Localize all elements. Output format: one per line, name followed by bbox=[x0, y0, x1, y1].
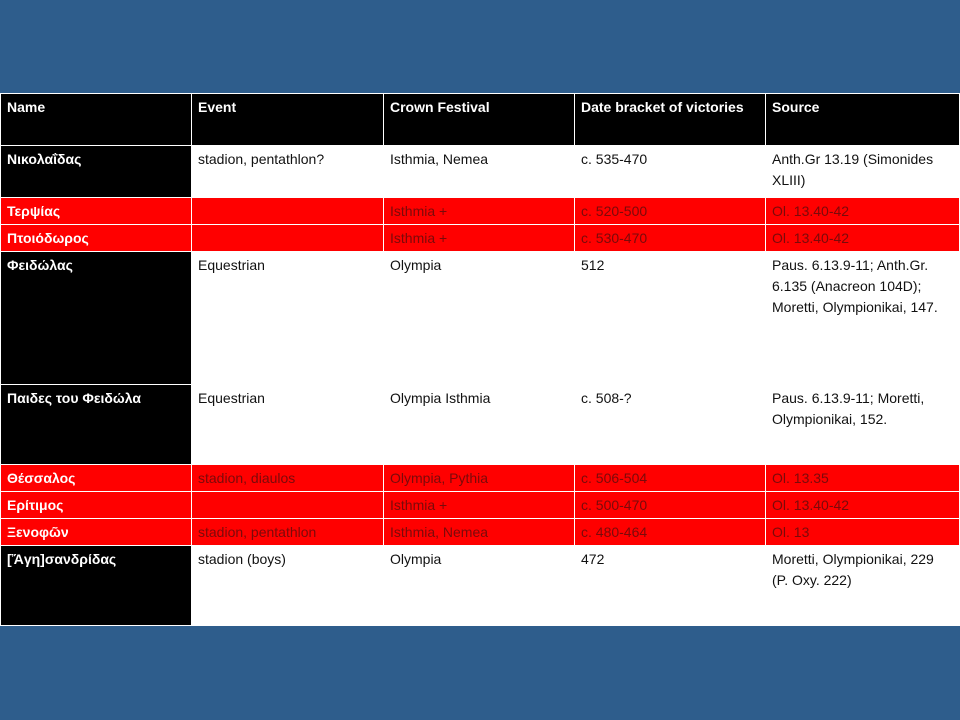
cell-date: c. 520-500 bbox=[575, 198, 766, 225]
cell-date: 472 bbox=[575, 546, 766, 626]
cell-date: c. 500-470 bbox=[575, 492, 766, 519]
cell-name: Ξενοφῶν bbox=[1, 519, 192, 546]
cell-festival: Isthmia + bbox=[384, 492, 575, 519]
cell-festival: Olympia bbox=[384, 546, 575, 626]
cell-event: stadion, pentathlon? bbox=[192, 146, 384, 198]
cell-source: Ol. 13.40-42 bbox=[766, 198, 960, 225]
cell-name: Παιδες του Φειδώλα bbox=[1, 385, 192, 465]
header-source: Source bbox=[766, 94, 960, 146]
cell-name: Ερίτιμος bbox=[1, 492, 192, 519]
header-name: Name bbox=[1, 94, 192, 146]
cell-source: Paus. 6.13.9-11; Moretti, Olympionikai, 152. bbox=[766, 385, 960, 465]
cell-festival: Olympia Isthmia bbox=[384, 385, 575, 465]
cell-source: Moretti, Olympionikai, 229 (P. Oxy. 222) bbox=[766, 546, 960, 626]
cell-name: Νικολαΐδας bbox=[1, 146, 192, 198]
cell-event: stadion, pentathlon bbox=[192, 519, 384, 546]
table-row bbox=[1, 465, 960, 492]
cell-date: c. 530-470 bbox=[575, 225, 766, 252]
cell-name: Πτοιόδωρος bbox=[1, 225, 192, 252]
cell-event bbox=[192, 492, 384, 519]
header-event: Event bbox=[192, 94, 384, 146]
cell-event: stadion (boys) bbox=[192, 546, 384, 626]
cell-event bbox=[192, 198, 384, 225]
cell-festival: Olympia bbox=[384, 252, 575, 385]
header-crown-festival: Crown Festival bbox=[384, 94, 575, 146]
cell-date: c. 480-464 bbox=[575, 519, 766, 546]
table-row bbox=[1, 492, 960, 519]
cell-event: Equestrian bbox=[192, 385, 384, 465]
cell-date: c. 508-? bbox=[575, 385, 766, 465]
cell-date: c. 506-504 bbox=[575, 465, 766, 492]
table-row bbox=[1, 385, 960, 465]
victors-table bbox=[0, 93, 960, 626]
cell-source: Anth.Gr 13.19 (Simonides XLIII) bbox=[766, 146, 960, 198]
header-date-bracket: Date bracket of victories bbox=[575, 94, 766, 146]
cell-source: Ol. 13.35 bbox=[766, 465, 960, 492]
cell-name: Φειδώλας bbox=[1, 252, 192, 385]
cell-source: Ol. 13.40-42 bbox=[766, 225, 960, 252]
table-row bbox=[1, 546, 960, 626]
cell-source: Ol. 13 bbox=[766, 519, 960, 546]
cell-event: stadion, diaulos bbox=[192, 465, 384, 492]
cell-source: Paus. 6.13.9-11; Anth.Gr. 6.135 (Anacreon 104D); Moretti, Olympionikai, 147. bbox=[766, 252, 960, 385]
cell-festival: Isthmia, Nemea bbox=[384, 519, 575, 546]
cell-date: c. 535-470 bbox=[575, 146, 766, 198]
table-row bbox=[1, 146, 960, 198]
cell-event bbox=[192, 225, 384, 252]
cell-festival: Isthmia + bbox=[384, 198, 575, 225]
table-row bbox=[1, 225, 960, 252]
table-header-row bbox=[1, 94, 960, 146]
cell-festival: Isthmia, Nemea bbox=[384, 146, 575, 198]
table-row bbox=[1, 519, 960, 546]
cell-festival: Isthmia + bbox=[384, 225, 575, 252]
cell-event: Equestrian bbox=[192, 252, 384, 385]
cell-source: Ol. 13.40-42 bbox=[766, 492, 960, 519]
cell-name: [Ἄγη]σανδρίδας bbox=[1, 546, 192, 626]
table-row bbox=[1, 198, 960, 225]
cell-date: 512 bbox=[575, 252, 766, 385]
cell-name: Θέσσαλος bbox=[1, 465, 192, 492]
cell-name: Τερψίας bbox=[1, 198, 192, 225]
table-row bbox=[1, 252, 960, 385]
cell-festival: Olympia, Pythia bbox=[384, 465, 575, 492]
